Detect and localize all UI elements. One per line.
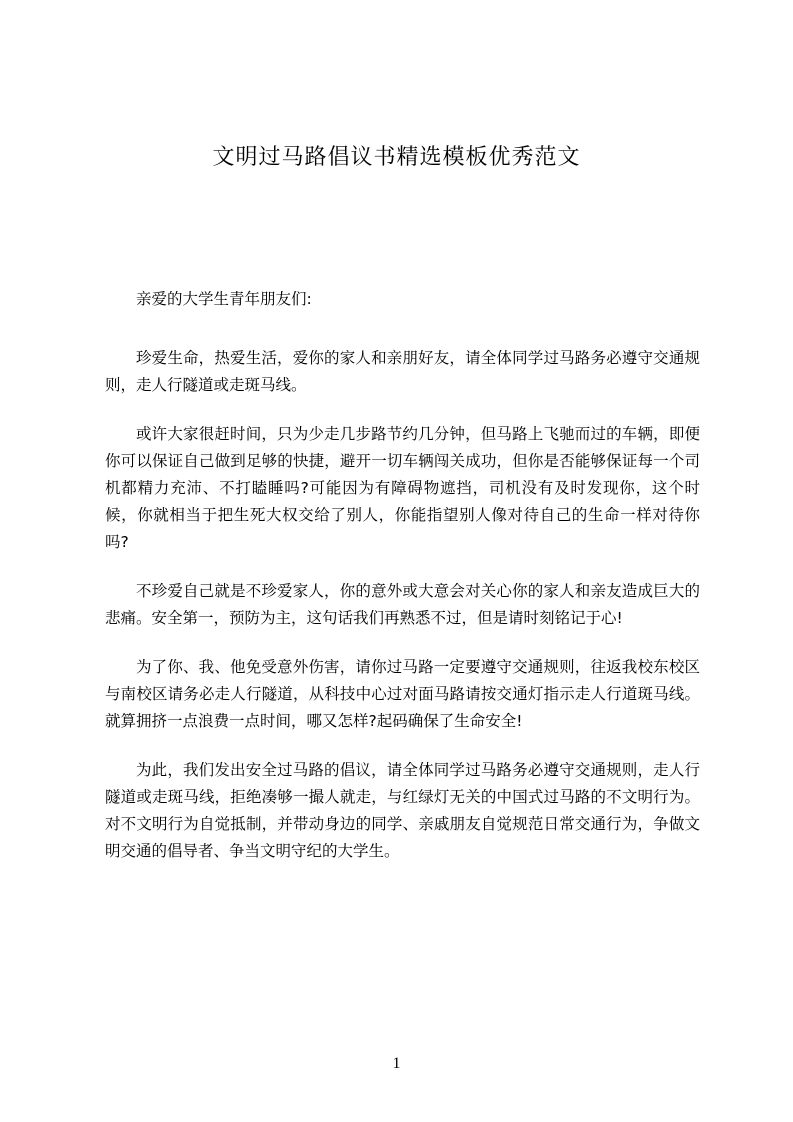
document-title: 文明过马路倡议书精选模板优秀范文: [212, 145, 581, 170]
greeting: 亲爱的大学生青年朋友们:: [136, 290, 312, 308]
page-number: 1: [392, 1055, 401, 1072]
body-paragraph-4: 为了你、我、他免受意外伤害，请你过马路一定要遵守交通规则，往返我校东校区与南校区请务必走人行隧道，从科技中心过对面马路请按交通灯指示走人行道斑马线。就算拥挤一点浪费一点时间，哪又怎样?起码确保了生命安全!: [105, 658, 700, 730]
body-paragraph-2: 或许大家很赶时间，只为少走几步路节约几分钟，但马路上飞驰而过的车辆，即便你可以保证自己做到足够的快捷，避开一切车辆闯关成功，但你是否能够保证每一个司机都精力充沛、不打瞌睡吗?可能因为有障碍物遮挡，司机没有及时发现你，这个时候，你就相当于把生死大权交给了别人，你能指望别人像对待自己的生命一样对待你吗?: [105, 425, 700, 551]
body-paragraph-1: 珍爱生命，热爱生活，爱你的家人和亲朋好友，请全体同学过马路务必遵守交通规则，走人行隧道或走斑马线。: [105, 349, 700, 394]
body-paragraph-5: 为此，我们发出安全过马路的倡议，请全体同学过马路务必遵守交通规则，走人行隧道或走斑马线，拒绝凑够一撮人就走，与红绿灯无关的中国式过马路的不文明行为。对不文明行为自觉抵制，并带动身边的同学、亲戚朋友自觉规范日常交通行为，争做文明交通的倡导者、争当文明守纪的大学生。: [105, 761, 700, 860]
document-body: [105, 286, 700, 887]
body-paragraph-3: 不珍爱自己就是不珍爱家人，你的意外或大意会对关心你的家人和亲友造成巨大的悲痛。安全第一，预防为主，这句话我们再熟悉不过，但是请时刻铭记于心!: [105, 582, 700, 627]
